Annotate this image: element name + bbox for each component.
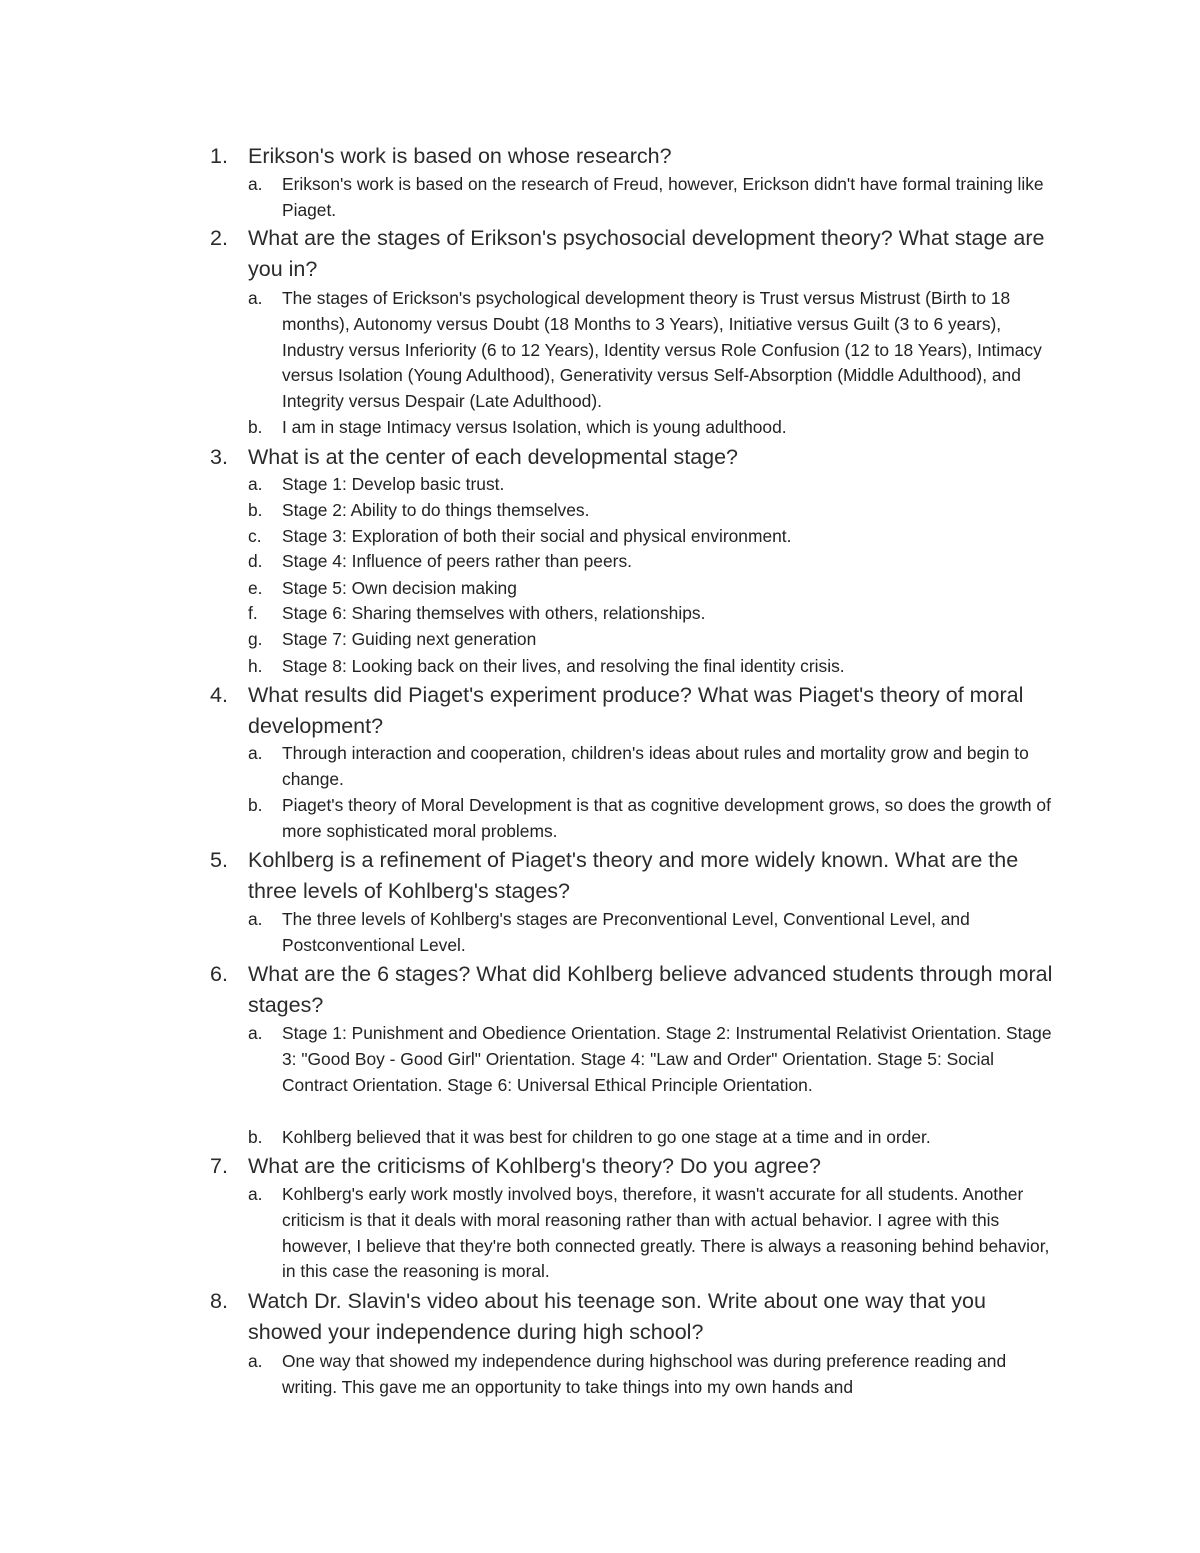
answer-4b	[248, 793, 1063, 845]
answer-text: Through interaction and cooperation, children's ideas about rules and mortality grow and begin to change.	[282, 743, 1029, 789]
question-text: Watch Dr. Slavin's video about his teenage son. Write about one way that you showed your independence during high school?	[248, 1289, 986, 1344]
question-number: 6.	[210, 962, 228, 986]
question-text: Erikson's work is based on whose research?	[248, 144, 672, 168]
answer-8a	[248, 1349, 1063, 1401]
answer-text: Kohlberg's early work mostly involved boys, therefore, it wasn't accurate for all students. Another criticism is that it deals with moral reasoning rather than with actual behavior. I agree with this however, I believe that they're both connected greatly. There is always a reasoning behind behavior, in this case the reasoning is moral.	[282, 1184, 1050, 1282]
question-text: What are the criticisms of Kohlberg's theory? Do you agree?	[248, 1154, 821, 1178]
answer-letter: f.	[248, 603, 258, 623]
answer-1a	[248, 172, 1063, 224]
answer-letter: a.	[248, 743, 263, 763]
answer-2b	[248, 415, 1063, 441]
answer-2a	[248, 286, 1063, 415]
answer-text: I am in stage Intimacy versus Isolation, which is young adulthood.	[282, 417, 787, 437]
answer-text: Erikson's work is based on the research of Freud, however, Erickson didn't have formal training like Piaget.	[282, 174, 1044, 220]
answer-letter: a.	[248, 1023, 263, 1043]
answer-4a	[248, 741, 1063, 793]
question-number: 3.	[210, 445, 228, 469]
question-number: 7.	[210, 1154, 228, 1178]
answer-text: Stage 7: Guiding next generation	[282, 629, 537, 649]
question-5	[210, 845, 1060, 907]
question-text: Kohlberg is a refinement of Piaget's theory and more widely known. What are the three levels of Kohlberg's stages?	[248, 848, 1019, 903]
answer-letter: a.	[248, 474, 263, 494]
answer-text: One way that showed my independence during highschool was during preference reading and writing. This gave me an opportunity to take things into my own hands and	[282, 1351, 1007, 1397]
answer-letter: a.	[248, 1184, 263, 1204]
answer-text: Stage 2: Ability to do things themselves.	[282, 500, 590, 520]
question-8	[210, 1286, 1060, 1348]
question-text: What are the stages of Erikson's psychosocial development theory? What stage are you in?	[248, 226, 1045, 281]
answer-3d	[248, 549, 1063, 575]
question-3	[210, 442, 1060, 473]
answer-3b	[248, 498, 1063, 524]
answer-5a	[248, 907, 1063, 959]
answer-text: Stage 6: Sharing themselves with others, relationships.	[282, 603, 706, 623]
answer-text: Kohlberg believed that it was best for children to go one stage at a time and in order.	[282, 1127, 931, 1147]
answer-letter: h.	[248, 656, 263, 676]
answer-text: Stage 1: Punishment and Obedience Orientation. Stage 2: Instrumental Relativist Orientation. Stage 3: "Good Boy - Good Girl" Orientation. Stage 4: "Law and Order" Orientation. Stage 5: Social Contract Orientation. Stage 6: Universal Ethical Principle Orientation.	[282, 1023, 1052, 1095]
question-2	[210, 223, 1060, 285]
question-text: What are the 6 stages? What did Kohlberg believe advanced students through moral stages?	[248, 962, 1053, 1017]
question-4	[210, 680, 1060, 742]
answer-letter: e.	[248, 578, 263, 598]
question-number: 2.	[210, 226, 228, 250]
question-number: 4.	[210, 683, 228, 707]
answer-3c	[248, 524, 1063, 550]
answer-letter: a.	[248, 909, 263, 929]
question-number: 8.	[210, 1289, 228, 1313]
answer-text: Piaget's theory of Moral Development is that as cognitive development grows, so does the growth of more sophisticated moral problems.	[282, 795, 1051, 841]
answer-letter: b.	[248, 795, 263, 815]
answer-3a	[248, 472, 1063, 498]
answer-text: Stage 4: Influence of peers rather than peers.	[282, 551, 632, 571]
answer-text: Stage 3: Exploration of both their social and physical environment.	[282, 526, 792, 546]
answer-text: The three levels of Kohlberg's stages are Preconventional Level, Conventional Level, and Postconventional Level.	[282, 909, 970, 955]
answer-letter: g.	[248, 629, 263, 649]
answer-letter: a.	[248, 174, 263, 194]
answer-text: Stage 1: Develop basic trust.	[282, 474, 505, 494]
answer-letter: b.	[248, 417, 263, 437]
answer-3e	[248, 576, 1063, 602]
question-6	[210, 959, 1060, 1021]
question-number: 5.	[210, 848, 228, 872]
answer-3g	[248, 627, 1063, 653]
question-7	[210, 1151, 1060, 1182]
answer-3h	[248, 654, 1063, 680]
answer-7a	[248, 1182, 1063, 1285]
question-number: 1.	[210, 144, 228, 168]
question-text: What is at the center of each developmental stage?	[248, 445, 739, 469]
answer-letter: a.	[248, 288, 263, 308]
answer-text: The stages of Erickson's psychological development theory is Trust versus Mistrust (Birth to 18 months), Autonomy versus Doubt (18 Months to 3 Years), Initiative versus Guilt (3 to 6 years), Industry versus Inferiority (6 to 12 Years), Identity versus Role Confusion (12 to 18 Years), Intimacy versus Isolation (Young Adulthood), Generativity versus Self-Absorption (Middle Adulthood), and Integrity versus Despair (Late Adulthood).	[282, 288, 1042, 412]
answer-letter: d.	[248, 551, 263, 571]
answer-6b	[248, 1125, 1063, 1151]
question-1	[210, 141, 1060, 172]
question-text: What results did Piaget's experiment produce? What was Piaget's theory of moral development?	[248, 683, 1024, 738]
answer-letter: a.	[248, 1351, 263, 1371]
answer-text: Stage 8: Looking back on their lives, and resolving the final identity crisis.	[282, 656, 845, 676]
answer-letter: b.	[248, 500, 263, 520]
answer-letter: b.	[248, 1127, 263, 1147]
answer-text: Stage 5: Own decision making	[282, 578, 517, 598]
answer-3f	[248, 601, 1063, 627]
answer-6a	[248, 1021, 1063, 1098]
answer-letter: c.	[248, 526, 262, 546]
